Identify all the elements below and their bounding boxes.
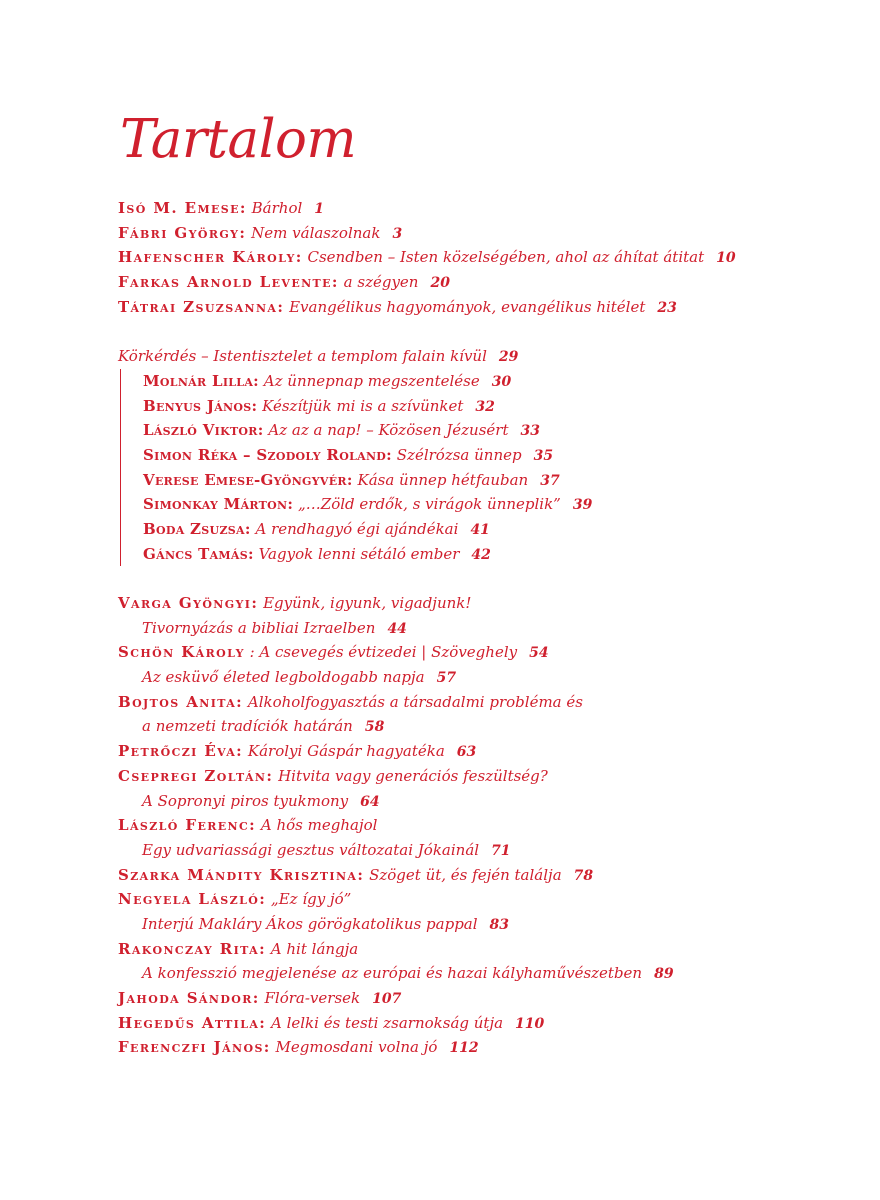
entry-subtitle: Interjú Makláry Ákos görögkatolikus pappal: [142, 914, 478, 933]
entry-page: 63: [456, 744, 477, 761]
toc-entry[interactable]: [118, 863, 858, 888]
entry-author: Boda Zsuzsa:: [143, 519, 251, 538]
toc-entry-continuation[interactable]: [118, 961, 858, 986]
entry-title: Nem válaszolnak: [251, 223, 381, 242]
entry-page: 78: [573, 867, 594, 884]
entry-author: Petrőczi Éva:: [118, 742, 244, 761]
entry-author: Rakonczay Rita:: [118, 939, 267, 958]
toc-group-1: [118, 196, 858, 319]
toc-entry[interactable]: [118, 295, 858, 320]
entry-title: Megmosdani volna jó: [275, 1038, 438, 1057]
toc-entry[interactable]: [118, 221, 858, 246]
korkerdes-subentries: [120, 369, 858, 567]
entry-title: Együnk, igyunk, vigadjunk!: [263, 594, 472, 612]
entry-author: Molnár Lilla:: [143, 371, 260, 390]
toc-entry[interactable]: [143, 369, 858, 394]
toc-entry[interactable]: [118, 937, 858, 962]
entry-author: Varga Gyöngyi:: [118, 594, 259, 612]
toc-entry[interactable]: [143, 418, 858, 443]
entry-page: 37: [540, 472, 560, 489]
toc-entry[interactable]: [118, 887, 858, 912]
table-of-contents: [118, 196, 858, 1060]
entry-page: 42: [471, 546, 491, 563]
toc-entry[interactable]: [118, 640, 858, 665]
entry-page: 112: [449, 1040, 479, 1057]
entry-title: a szégyen: [343, 273, 419, 292]
toc-entry[interactable]: [143, 492, 858, 517]
toc-entry[interactable]: [143, 394, 858, 419]
entry-page: 33: [520, 423, 540, 440]
entry-title: A hős meghajol: [260, 816, 378, 835]
entry-author: Hegedűs Attila:: [118, 1013, 267, 1032]
toc-entry[interactable]: [143, 468, 858, 493]
entry-page: 64: [360, 793, 380, 810]
entry-author: Simon Réka – Szodoly Roland:: [143, 445, 392, 464]
entry-title: Csendben – Isten közelségében, ahol az áhítat átitat: [307, 248, 705, 267]
toc-entry[interactable]: [118, 245, 858, 270]
toc-entry-continuation[interactable]: [118, 616, 858, 641]
entry-author: Tátrai Zsuzsanna:: [118, 297, 285, 316]
entry-page: 20: [430, 275, 450, 292]
toc-entry[interactable]: [118, 1035, 858, 1060]
entry-author: Fábri György:: [118, 223, 247, 242]
entry-author: Isó M. Emese:: [118, 199, 247, 217]
entry-page: 71: [491, 842, 511, 859]
entry-title: A lelki és testi zsarnokság útja: [270, 1013, 504, 1032]
entry-subtitle: a nemzeti tradíciók határán: [142, 717, 353, 736]
toc-entry[interactable]: [118, 196, 858, 221]
entry-title: A rendhagyó égi ajándékai: [255, 519, 459, 538]
entry-author: Verese Emese-Gyöngyvér:: [143, 470, 353, 489]
entry-title: Hitvita vagy generációs feszültség?: [278, 766, 548, 785]
entry-title: Károlyi Gáspár hagyatéka: [247, 742, 445, 761]
entry-page: 110: [515, 1015, 545, 1032]
entry-title: Készítjük mi is a szívünket: [262, 396, 464, 415]
entry-page: 107: [372, 991, 402, 1007]
entry-subtitle: Tivornyázás a bibliai Izraelben: [142, 618, 376, 637]
entry-title: Szélrózsa ünnep: [396, 445, 522, 464]
entry-title: „Ez így jó”: [270, 890, 352, 909]
entry-author: Hafenscher Károly:: [118, 248, 303, 267]
toc-group-3: [118, 591, 858, 1060]
page-title: Tartalom: [120, 109, 357, 170]
toc-entry[interactable]: [118, 739, 858, 764]
toc-entry-continuation[interactable]: [118, 912, 858, 937]
entry-author: Ferenczfi János:: [118, 1038, 271, 1057]
entry-title: Szöget üt, és fején találja: [369, 865, 562, 884]
toc-entry[interactable]: [118, 764, 858, 789]
entry-page: 89: [654, 966, 674, 983]
entry-title: : A csevegés évtizedei | Szöveghely: [249, 643, 518, 662]
entry-author: Farkas Arnold Levente:: [118, 273, 339, 292]
toc-entry[interactable]: [118, 591, 858, 616]
entry-author: László Ferenc:: [118, 816, 257, 835]
section-gap: [118, 566, 858, 591]
entry-page: 3: [392, 225, 403, 242]
entry-title: „…Zöld erdők, s virágok ünneplik”: [298, 495, 561, 514]
entry-author: Benyus János:: [143, 396, 258, 415]
entry-title: Az ünnepnap megszentelése: [263, 371, 480, 390]
toc-entry[interactable]: [118, 813, 858, 838]
toc-entry[interactable]: [118, 270, 858, 295]
entry-page: 44: [387, 620, 407, 637]
entry-title: Evangélikus hagyományok, evangélikus hitélet: [289, 297, 646, 316]
entry-subtitle: A konfesszió megjelenése az európai és hazai kályhaművészetben: [142, 964, 643, 983]
toc-entry[interactable]: [143, 542, 858, 567]
entry-author: Jahoda Sándor:: [118, 989, 260, 1007]
entry-page: 54: [529, 645, 549, 662]
toc-entry[interactable]: [118, 690, 858, 715]
entry-page: 29: [498, 349, 519, 366]
entry-author: Csepregi Zoltán:: [118, 766, 274, 785]
toc-entry[interactable]: [118, 1011, 858, 1036]
entry-page: 57: [436, 670, 457, 687]
entry-title: Vagyok lenni sétáló ember: [258, 544, 460, 563]
entry-page: 41: [470, 521, 490, 538]
toc-entry-continuation[interactable]: [118, 789, 858, 814]
entry-title: Körkérdés – Istentisztelet a templom falain kívül: [118, 347, 487, 366]
entry-page: 39: [572, 497, 593, 514]
entry-title: A hit lángja: [270, 939, 359, 958]
entry-author: Simonkay Márton:: [143, 495, 294, 514]
entry-author: László Viktor:: [143, 421, 264, 440]
toc-group-korkerdes: [118, 344, 858, 566]
entry-subtitle: Az esküvő életed legboldogabb napja: [142, 668, 425, 687]
entry-author: Schön Károly: [118, 643, 245, 662]
entry-title: Kása ünnep hétfauban: [357, 470, 529, 489]
toc-entry-korkerdes[interactable]: [118, 344, 858, 369]
entry-subtitle: A Sopronyi piros tyukmony: [142, 791, 349, 810]
entry-page: 35: [533, 447, 554, 464]
toc-entry[interactable]: [143, 443, 858, 468]
entry-author: Bojtos Anita:: [118, 692, 244, 711]
entry-title: Bárhol: [251, 199, 303, 217]
section-gap: [118, 319, 858, 344]
toc-entry-continuation[interactable]: [118, 665, 858, 690]
toc-entry-continuation[interactable]: [118, 838, 858, 863]
toc-entry[interactable]: [118, 986, 858, 1011]
entry-subtitle: Egy udvariassági gesztus változatai Jókainál: [142, 840, 480, 859]
entry-title: Alkoholfogyasztás a társadalmi probléma és: [247, 692, 583, 711]
entry-page: 1: [314, 201, 325, 217]
entry-page: 58: [364, 719, 385, 736]
entry-author: Gáncs Tamás:: [143, 544, 254, 563]
entry-author: Szarka Mándity Krisztina:: [118, 865, 365, 884]
entry-title: Az az a nap! – Közösen Jézusért: [268, 421, 509, 440]
entry-author: Negyela László:: [118, 890, 267, 909]
entry-page: 83: [489, 916, 510, 933]
toc-entry[interactable]: [143, 517, 858, 542]
entry-page: 10: [716, 250, 736, 267]
entry-page: 32: [475, 398, 495, 415]
entry-page: 23: [657, 299, 677, 316]
toc-entry-continuation[interactable]: [118, 714, 858, 739]
entry-page: 30: [491, 373, 512, 390]
entry-title: Flóra-versek: [264, 989, 361, 1007]
